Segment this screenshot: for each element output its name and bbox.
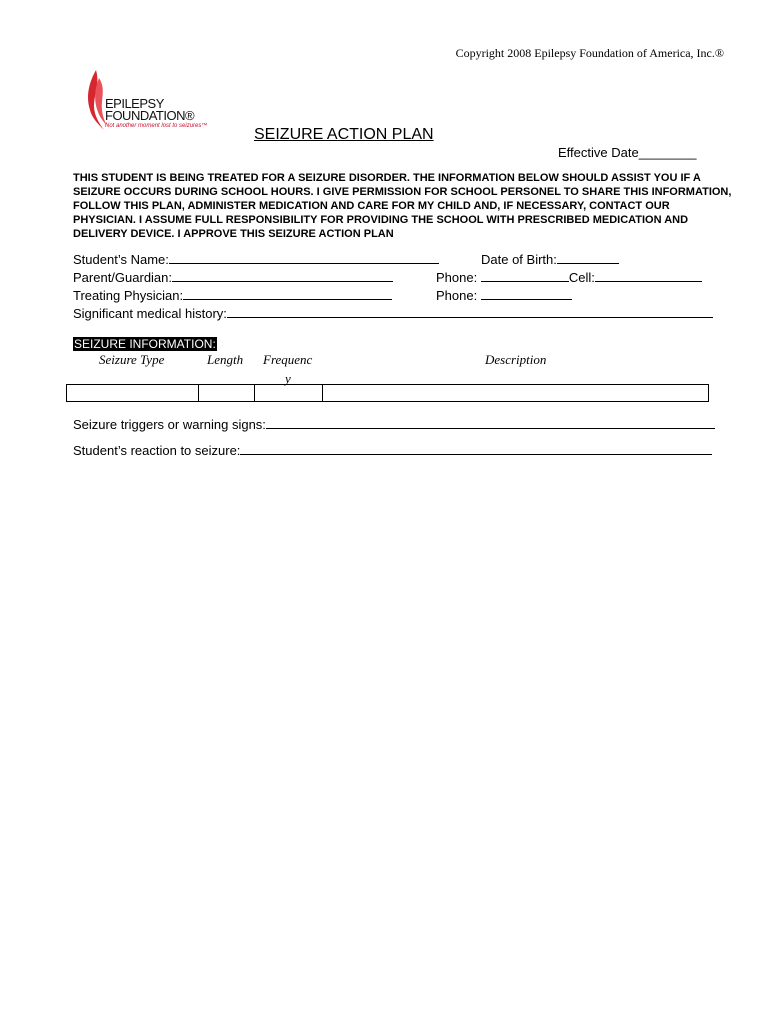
- parent-guardian-line[interactable]: [172, 269, 393, 282]
- treating-physician-label: Treating Physician:: [73, 288, 184, 303]
- seizure-triggers-label: Seizure triggers or warning signs:: [73, 417, 266, 432]
- student-reaction-label: Student’s reaction to seizure:: [73, 443, 241, 458]
- students-name-label: Student’s Name:: [73, 252, 169, 267]
- students-name-field[interactable]: [73, 251, 439, 267]
- phone-label-2: Phone:: [436, 288, 478, 303]
- phone-field-2[interactable]: [436, 287, 572, 303]
- seizure-triggers-line[interactable]: [266, 416, 715, 429]
- seizure-type-cell[interactable]: [67, 385, 199, 401]
- parent-guardian-label: Parent/Guardian:: [73, 270, 173, 285]
- effective-date-field[interactable]: Effective Date________: [558, 145, 697, 160]
- column-header-description: Description: [485, 352, 547, 367]
- student-reaction-field[interactable]: [73, 442, 712, 458]
- description-cell[interactable]: [323, 385, 708, 401]
- column-header-frequency-wrap: y: [285, 371, 291, 386]
- medical-history-label: Significant medical history:: [73, 306, 227, 321]
- date-of-birth-field[interactable]: [481, 251, 619, 267]
- cell-line[interactable]: [595, 269, 702, 282]
- students-name-line[interactable]: [169, 251, 439, 264]
- column-header-frequency: Frequenc: [263, 352, 313, 367]
- seizure-information-table: [66, 384, 709, 402]
- logo-line2: FOUNDATION®: [105, 108, 195, 123]
- medical-history-line[interactable]: [227, 305, 713, 318]
- column-header-length: Length: [207, 352, 244, 367]
- phone-label-1: Phone:: [436, 270, 478, 285]
- student-reaction-line[interactable]: [240, 442, 712, 455]
- length-cell[interactable]: [199, 385, 255, 401]
- permission-notice: THIS STUDENT IS BEING TREATED FOR A SEIZURE DISORDER. THE INFORMATION BELOW SHOULD ASSIST YOU IF A SEIZURE OCCURS DURING SCHOOL HOURS. I GIVE PERMISSION FOR SCHOOL PERSONEL TO SHARE THIS INFORMATION, FOLLOW THIS PLAN, ADMINISTER MEDICATION AND CARE FOR MY CHILD AND, IF NECESSARY, CONTACT OUR PHYSICIAN. I ASSUME FULL RESPONSIBILITY FOR PROVIDING THE SCHOOL WITH PRESCRIBED MEDICATION AND DELIVERY DEVICE. I APPROVE THIS SEIZURE ACTION PLAN: [73, 172, 732, 240]
- date-of-birth-line[interactable]: [557, 251, 619, 264]
- parent-guardian-field[interactable]: [73, 269, 393, 285]
- logo-line1: EPILEPSY: [105, 96, 164, 111]
- copyright-notice: Copyright 2008 Epilepsy Foundation of America, Inc.®: [455, 46, 724, 60]
- treating-physician-field[interactable]: [73, 287, 392, 303]
- column-header-seizure-type: Seizure Type: [99, 352, 165, 367]
- logo-tagline: Not another moment lost to seizures™: [105, 123, 208, 129]
- phone-field-1[interactable]: [436, 269, 702, 285]
- cell-label: Cell:: [568, 270, 595, 285]
- date-of-birth-label: Date of Birth:: [481, 252, 557, 267]
- phone-line-1[interactable]: [481, 269, 569, 282]
- treating-physician-line[interactable]: [183, 287, 392, 300]
- phone-line-2[interactable]: [481, 287, 572, 300]
- page-title: SEIZURE ACTION PLAN: [254, 126, 434, 143]
- seizure-triggers-field[interactable]: [73, 416, 715, 432]
- seizure-information-heading: SEIZURE INFORMATION:: [74, 337, 216, 351]
- epilepsy-foundation-logo: [84, 70, 214, 134]
- medical-history-field[interactable]: [73, 305, 713, 321]
- frequency-cell[interactable]: [255, 385, 323, 401]
